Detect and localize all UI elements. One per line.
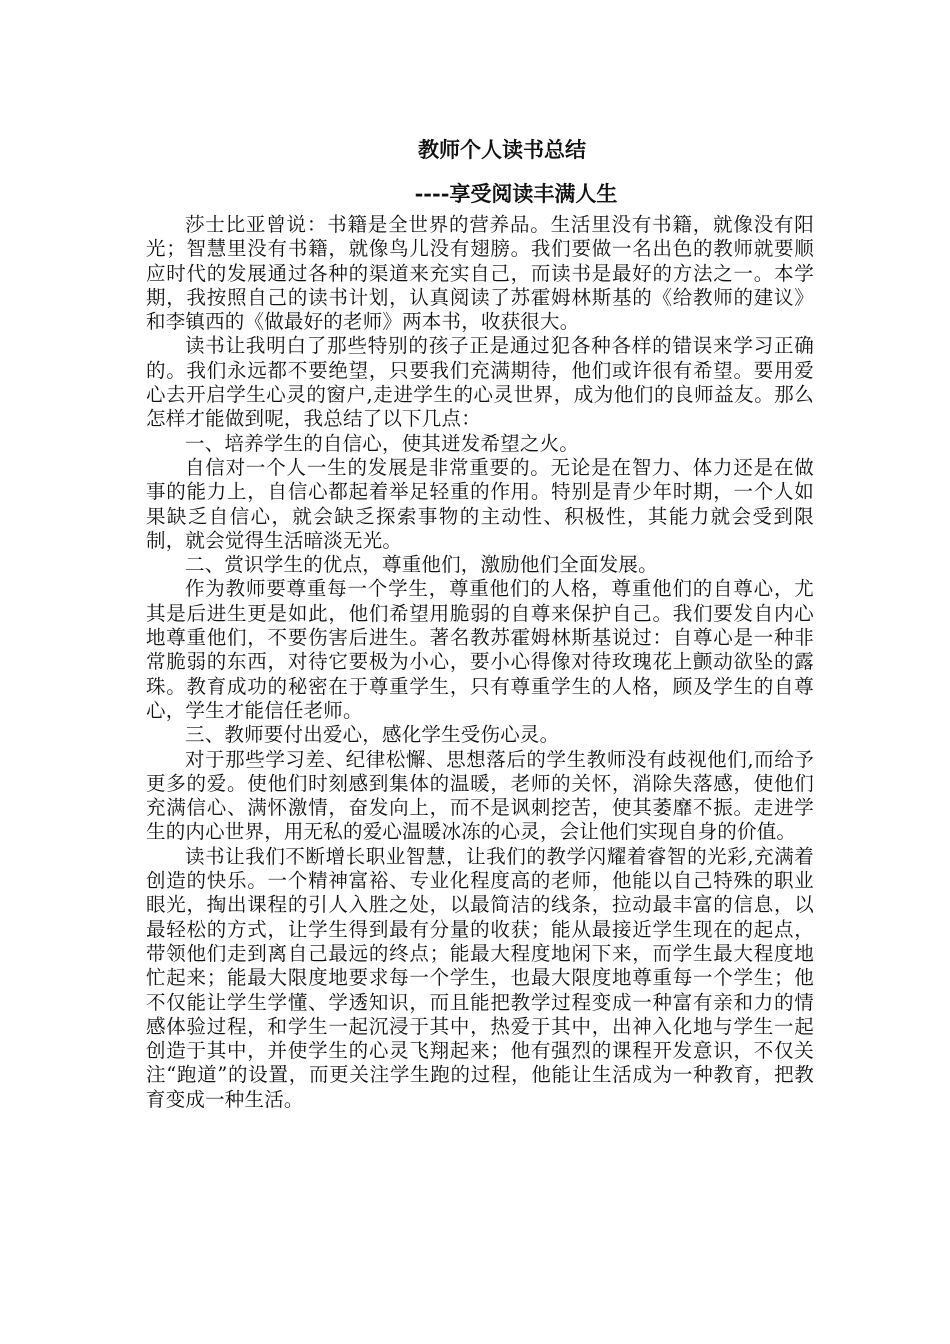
paragraph-professional-wisdom: 读书让我们不断增长职业智慧，让我们的教学闪耀着睿智的光彩,充满着创造的快乐。一个精神富裕、专业化程度高的老师，他能以自己特殊的职业眼光，掏出课程的引人入胜之处，以最简洁的线条，拉动最丰富的信息，以最轻松的方式，让学生得到最有分量的收获；能从最接近学生现在的起点，带领他们走到离自己最远的终点；能最大程度地闲下来，而学生最大程度地忙起来；能最大限度地要求每一个学生，也最大限度地尊重每一个学生；他不仅能让学生学懂、学透知识，而且能把教学过程变成一种富有亲和力的情感体验过程，和学生一起沉浸于其中，热爱于其中，出神入化地与学生一起创造于其中，并使学生的心灵飞翔起来；他有强烈的课程开发意识，不仅关注“跑道”的设置，而更关注学生跑的过程，他能让生活成为一种教育，把教育变成一种生活。 xyxy=(146,844,814,1111)
document-page xyxy=(146,135,814,1112)
paragraph-reading-insight: 读书让我明白了那些特别的孩子正是通过犯各种各样的错误来学习正确的。我们永远都不要绝望，只要我们充满期待，他们或许很有希望。要用爱心去开启学生心灵的窗户,走进学生的心灵世界，成为他们的良师益友。那么怎样才能做到呢，我总结了以下几点： xyxy=(146,334,814,431)
section-heading-love: 三、教师要付出爱心，感化学生受伤心灵。 xyxy=(185,723,560,747)
paragraph-confidence: 自信对一个人一生的发展是非常重要的。无论是在智力、体力还是在做事的能力上，自信心都起着举足轻重的作用。特别是青少年时期，一个人如果缺乏自信心，就会缺乏探索事物的主动性、积极性，其能力就会受到限制，就会觉得生活暗淡无光。 xyxy=(146,455,814,552)
section-heading-confidence: 一、培养学生的自信心，使其迸发希望之火。 xyxy=(185,431,580,455)
paragraph-respect: 作为教师要尊重每一个学生，尊重他们的人格，尊重他们的自尊心，尤其是后进生更是如此，他们希望用脆弱的自尊来保护自己。我们要发自内心地尊重他们，不要伤害后进生。著名教苏霍姆林斯基说过：自尊心是一种非常脆弱的东西，对待它要极为小心，要小心得像对待玫瑰花上颤动欲坠的露珠。教育成功的秘密在于尊重学生，只有尊重学生的人格，顾及学生的自尊心，学生才能信任老师。 xyxy=(146,577,814,722)
document-subtitle: ----享受阅读丰满人生 xyxy=(414,181,618,206)
document-title: 教师个人读书总结 xyxy=(418,137,586,162)
document-body xyxy=(146,213,814,1112)
section-heading-appreciation: 二、赏识学生的优点，尊重他们，激励他们全面发展。 xyxy=(185,553,658,577)
paragraph-intro: 莎士比亚曾说：书籍是全世界的营养品。生活里没有书籍，就像没有阳光；智慧里没有书籍，就像鸟儿没有翅膀。我们要做一名出色的教师就要顺应时代的发展通过各种的渠道来充实自己，而读书是最好的方法之一。本学期，我按照自己的读书计划，认真阅读了苏霍姆林斯基的《给教师的建议》和李镇西的《做最好的老师》两本书，收获很大。 xyxy=(146,213,814,334)
paragraph-love: 对于那些学习差、纪律松懈、思想落后的学生教师没有歧视他们,而给予更多的爱。使他们时刻感到集体的温暖，老师的关怀，消除失落感，使他们充满信心、满怀激情，奋发向上，而不是讽刺挖苦，使其萎靡不振。走进学生的内心世界，用无私的爱心温暖冰冻的心灵，会让他们实现自身的价值。 xyxy=(146,747,814,844)
